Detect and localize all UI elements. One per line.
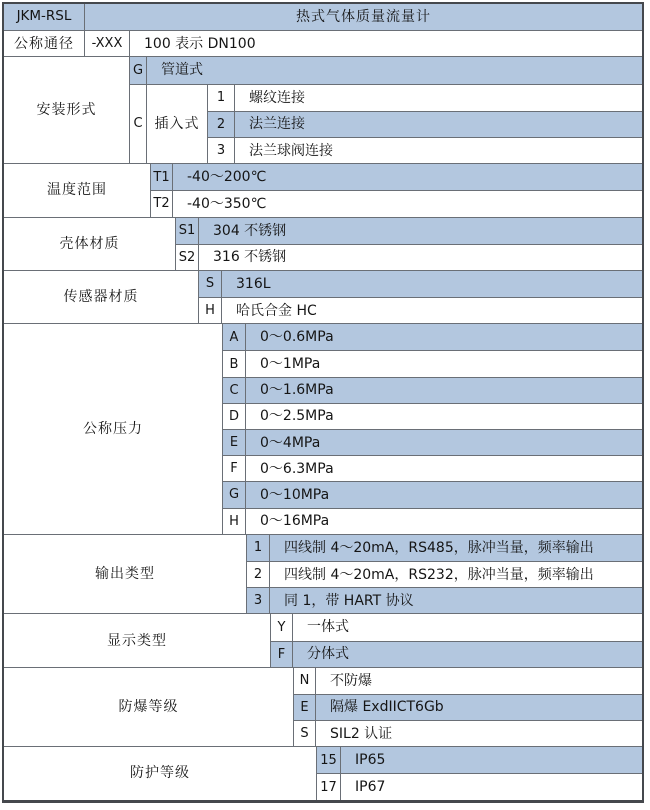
section-housing-material <box>4 217 642 270</box>
option-value: 0～6.3MPa <box>260 460 334 477</box>
table-row <box>223 481 642 507</box>
option-value: IP67 <box>355 779 386 796</box>
option-code: G <box>130 57 147 83</box>
section-label-explosion-proof: 防爆等级 <box>4 668 294 747</box>
option-value: 不防爆 <box>330 672 372 689</box>
option-code: E <box>294 695 316 720</box>
option-value: 316 不锈钢 <box>213 249 287 266</box>
section-label-display-type: 显示类型 <box>4 614 271 666</box>
table-row <box>199 297 642 323</box>
table-row <box>223 377 642 403</box>
option-value: 一体式 <box>307 619 349 636</box>
section-label-nominal-diameter: 公称通径 <box>4 31 85 56</box>
table-row <box>223 455 642 481</box>
option-code: -XXX <box>85 31 130 56</box>
table-row <box>294 720 642 746</box>
option-value: IP65 <box>355 752 386 769</box>
section-temperature-range <box>4 163 642 216</box>
section-label-installation: 安装形式 <box>4 57 130 163</box>
option-code: S <box>199 271 222 297</box>
insertion-type-label: 插入式 <box>147 85 208 164</box>
table-row <box>208 137 642 163</box>
product-title: 热式气体质量流量计 <box>296 9 431 26</box>
option-value: 0～4MPa <box>260 434 321 451</box>
section-label-housing-material: 壳体材质 <box>4 218 176 270</box>
option-code: 1 <box>208 85 235 111</box>
option-code: D <box>223 404 246 429</box>
section-label-temperature-range: 温度范围 <box>4 164 151 216</box>
option-code: A <box>223 324 246 350</box>
option-code: H <box>223 509 246 534</box>
table-row <box>294 694 642 720</box>
option-code: 2 <box>208 112 235 137</box>
option-code: H <box>199 298 222 323</box>
model-selection-table <box>2 2 644 803</box>
table-row <box>151 190 642 216</box>
option-code: C <box>223 378 246 403</box>
table-row <box>223 429 642 455</box>
option-code: S <box>294 721 316 746</box>
insertion-type-group <box>130 84 642 164</box>
table-row <box>199 271 642 297</box>
section-protection-rating <box>4 746 642 799</box>
table-row <box>208 85 642 111</box>
table-row <box>271 641 642 667</box>
option-value: 法兰连接 <box>249 116 305 133</box>
table-row <box>294 668 642 694</box>
table-row <box>271 614 642 640</box>
option-code: S1 <box>176 218 199 244</box>
option-value: 管道式 <box>161 62 203 79</box>
table-row <box>223 508 642 534</box>
table-row <box>151 164 642 190</box>
option-value: 哈氏合金 HC <box>236 302 317 319</box>
option-code: F <box>271 642 293 667</box>
option-value: 0～1MPa <box>260 356 321 373</box>
option-value: 四线制 4～20mA，RS485，脉冲当量，频率输出 <box>284 539 594 556</box>
option-code: 15 <box>317 747 341 773</box>
option-value: 100 表示 DN100 <box>144 35 256 52</box>
option-value: 304 不锈钢 <box>213 222 287 239</box>
option-value: -40～200℃ <box>187 169 267 186</box>
option-value: 螺纹连接 <box>249 89 305 106</box>
option-value: 316L <box>236 275 271 292</box>
table-row <box>176 218 642 244</box>
section-label-nominal-pressure: 公称压力 <box>4 324 223 534</box>
option-value: 隔爆 ExdIICT6Gb <box>330 699 444 716</box>
table-row <box>208 111 642 137</box>
option-code: S2 <box>176 245 199 270</box>
option-code: N <box>294 668 316 694</box>
option-code: 3 <box>247 588 270 613</box>
section-explosion-proof <box>4 667 642 747</box>
section-output-type <box>4 534 642 614</box>
section-label-protection-rating: 防护等级 <box>4 747 317 799</box>
table-row <box>317 747 642 773</box>
option-value: SIL2 认证 <box>330 725 393 742</box>
section-nominal-pressure <box>4 323 642 534</box>
option-value: 分体式 <box>307 646 349 663</box>
option-code: T1 <box>151 164 173 190</box>
option-code: 3 <box>208 138 235 163</box>
model-code: JKM-RSL <box>4 4 85 30</box>
option-value: 同 1，带 HART 协议 <box>284 592 414 609</box>
option-value: -40～350℃ <box>187 195 267 212</box>
option-code: 17 <box>317 774 341 799</box>
table-row <box>223 403 642 429</box>
section-label-sensor-material: 传感器材质 <box>4 271 199 323</box>
option-code: 2 <box>247 562 270 587</box>
section-sensor-material <box>4 270 642 323</box>
option-code: 1 <box>247 535 270 561</box>
option-value: 0～10MPa <box>260 486 330 503</box>
table-row <box>130 57 642 83</box>
option-value: 0～1.6MPa <box>260 382 334 399</box>
option-code: T2 <box>151 191 173 216</box>
option-value: 0～0.6MPa <box>260 329 334 346</box>
table-row <box>247 561 642 587</box>
table-row <box>176 244 642 270</box>
table-row <box>247 535 642 561</box>
option-code: E <box>223 430 246 455</box>
option-value: 0～2.5MPa <box>260 408 334 425</box>
table-row <box>247 587 642 613</box>
option-code: C <box>130 85 147 164</box>
option-code: G <box>223 482 246 507</box>
table-row <box>223 324 642 350</box>
section-label-output-type: 输出类型 <box>4 535 247 614</box>
section-installation <box>4 56 642 163</box>
option-code: F <box>223 456 246 481</box>
section-display-type <box>4 613 642 666</box>
table-row <box>223 350 642 376</box>
table-row-title <box>4 4 642 30</box>
table-row-nominal-diameter <box>4 30 642 56</box>
option-value: 四线制 4～20mA，RS232，脉冲当量，频率输出 <box>284 566 594 583</box>
option-code: Y <box>271 614 293 640</box>
table-row <box>317 773 642 799</box>
option-value: 法兰球阀连接 <box>249 142 333 159</box>
option-value: 0～16MPa <box>260 513 330 530</box>
option-code: B <box>223 351 246 376</box>
